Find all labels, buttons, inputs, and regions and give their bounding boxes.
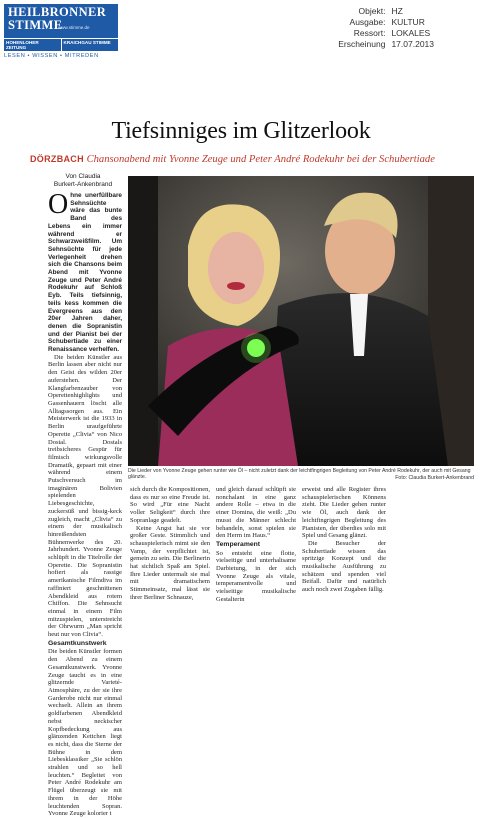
logo-line-2: STIMME bbox=[8, 18, 63, 32]
article-kicker bbox=[30, 154, 470, 165]
newspaper-logo bbox=[4, 4, 118, 62]
body-paragraph: sich durch die Kompositionen, dass es nur so eine Freude ist. So wird „Für eine Nacht voller Seligkeit“ durch ihre Sopranlage geadelt. bbox=[130, 486, 210, 524]
photo-credit: Foto: Claudia Burkert-Ankenbrand bbox=[395, 475, 474, 481]
body-paragraph: Keine Angst hat sie vor großer Geste. Stimmlich und schauspielerisch mimt sie den Vamp, der verpflichtet ist, gemein zu sein. Die Berlinerin hat sichtlich Spaß am Spiel. Ihre Lieder untermalt sie mal mit dramatischem Stimmeinsatz, mal lässt sie ihrer Berliner Schnauze, bbox=[130, 524, 210, 601]
logo-title-block bbox=[4, 4, 118, 38]
article-column-3 bbox=[216, 486, 296, 616]
meta-key: Ressort: bbox=[353, 28, 386, 38]
body-paragraph: Die beiden Künstler formen den Abend zu einem Gesamtkunstwerk. Yvonne Zeuge taucht es in eine glitzernde Varieté-Atmosphäre, zu der sie ihre Garderobe nicht nur einmal wechselt. Allein an ihrem goldfarbenen Abendkleid nebst neckischer Kopfbedeckung aus glänzenden Kettchen liegt es nicht, dass die Sterne der Bühne in dem Liebesklassiker „Sie schlön strahlen und so hell leuchten.“ Begleitet von Peter André Rodekuhr am Flügel überzeugt sie mit ihrem in der Höhe leuchtenden Sopran. Yvonne Zeuge kolorier t bbox=[48, 648, 122, 818]
article-column-2 bbox=[130, 486, 210, 616]
subheading: Gesamtkunstwerk bbox=[48, 639, 107, 647]
caption-text: Die Lieder von Yvonne Zeuge gehen runter wie Öl – nicht zuletzt dank der leichtfingrigen Begleitung von Peter André Rodekuhr, der auch mit Gesang glänzte. bbox=[128, 468, 471, 481]
meta-row bbox=[305, 6, 434, 17]
meta-key: Erscheinung bbox=[338, 39, 386, 49]
byline-author: Burkert-Ankenbrand bbox=[53, 181, 113, 188]
drop-cap: O bbox=[48, 189, 69, 220]
meta-row bbox=[305, 39, 434, 50]
article-photo bbox=[128, 176, 474, 466]
article-column-4 bbox=[302, 486, 386, 616]
body-paragraph: und gleich darauf schlüpft sie nonchalant in eine ganz andere Rolle – etwa in die einer Domina, die weiß: „Du musst die Männer schlecht behandeln, sonst spielen sie den Herrn im Haus.“ bbox=[216, 486, 296, 540]
body-paragraph: So entsteht eine flotte, vielseitige und unterhaltsame Darbietung, in der sich Yvonne Zeuge als vitale, temperamentvolle und vielseitige musikalische Gestalterin bbox=[216, 549, 296, 603]
logo-subbrands bbox=[4, 39, 118, 51]
meta-value: KULTUR bbox=[391, 17, 425, 27]
meta-key: Ausgabe: bbox=[349, 17, 386, 27]
article-headline: Tiefsinniges im Glitzerlook bbox=[111, 118, 371, 144]
dateline-location: DÖRZBACH bbox=[30, 154, 84, 164]
body-paragraph: erweist und alle Register ihres schauspielerischen Könnens zieht. Die Lieder gehen runter wie Öl, auch dank der leichtfingrigen Begleitung des Pianisten, der überdies solo mit Spiel und Gesang glänzt. bbox=[302, 486, 386, 540]
meta-value: 17.07.2013 bbox=[391, 39, 434, 49]
photo-illustration bbox=[128, 176, 474, 466]
logo-url: www.stimme.de bbox=[58, 25, 90, 30]
meta-row bbox=[305, 17, 434, 28]
lead-paragraph: hne unerfüllbare Sehnsüchte wäre das bunte Band des Lebens ein immer während er Schwarzweißfilm. Um Sehnsüchte für jede Verlegenheit drehen sich die Chansons beim Abend mit Yvonne Zeuge und Peter André Rodekuhr auf Schloß Eyb. Teils tiefsinnig, teils kess kommen die Evergreens aus den 20er Jahren daher, denen die Sopranistin und der Pianist bei der Schubertiade zu einer Renaissance verhelfen. bbox=[48, 192, 122, 354]
article-subheadline: Chansonabend mit Yvonne Zeuge und Peter André Rodekuhr bei der Schubertiade bbox=[86, 154, 435, 165]
meta-value: LOKALES bbox=[391, 28, 431, 38]
publication-meta bbox=[305, 6, 434, 50]
body-paragraph: Die beiden Künstler aus Berlin lassen aber nicht nur den Geist des wilden 20er auferstehen. Der Klangfarbenzauber von Operettenhighlights und Gassenhauern löscht alle Alltagssorgen aus. Ein Meisterwerk ist die 1933 in Berlin uraufgeführte Operette „Clivia“ von Nico Dostal. Dostals treibsicheres Gespür für filmisch wirkungsvolle Dramatik, gepaart mit einer während einem Putschversuch im imaginären Bolivien spielenden Liebesgeschichte, zuckersüß und bissig-keck zugleich, macht „Clivia“ zu einem der musikalisch hinreißendsten Bühnenwerke des 20. Jahrhundert. Yvonne Zeuge schlüpft in die Titelrolle der Operette. Die Sopranistin hofiert als rassige amerikanische Filmdiva im raffiniert geschnittenen Abendkleid aus rotem Chiffon. Die Sehnsucht einmal in einem Film mitzuspielen, unterstreicht der Ohrwurm „Man spricht heut nur von Clivia“. bbox=[48, 353, 122, 639]
logo-sub-left: HOHENLOHER ZEITUNG bbox=[4, 39, 62, 51]
meta-row bbox=[305, 28, 434, 39]
body-paragraph: Die Besucher der Schubertiade wissen das spritzige Konzept und die musikalische Ausführung zu schätzen und spenden viel Beifall. Dafür und natürlich auch noch zwei Zugaben fällig. bbox=[302, 539, 386, 594]
logo-sub-right: KRAICHGAU STIMME bbox=[63, 40, 111, 45]
article-column-1 bbox=[48, 189, 122, 818]
byline-prefix: Von Claudia bbox=[65, 173, 101, 180]
logo-line-1: HEILBRONNER bbox=[8, 5, 107, 19]
meta-key: Objekt: bbox=[358, 6, 386, 16]
byline bbox=[48, 173, 118, 189]
photo-caption bbox=[128, 468, 474, 481]
logo-tagline: LESEN • WISSEN • MITREDEN bbox=[4, 52, 118, 60]
subheading: Temperament bbox=[216, 540, 261, 548]
meta-value: HZ bbox=[391, 6, 403, 16]
